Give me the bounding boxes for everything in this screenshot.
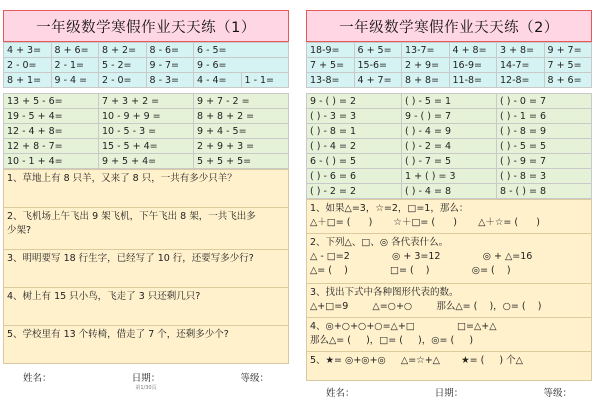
- worksheet-title: 一年级数学寒假作业天天练（1）: [3, 10, 289, 42]
- math-problem: 8 + 8=: [402, 73, 450, 88]
- math-problem: 1 - 1=: [241, 73, 289, 88]
- math-problem: 2 + 9 + 3 =: [194, 139, 289, 154]
- math-problem: ( ) - 6 = 6: [307, 169, 402, 184]
- table-row: [4, 154, 289, 169]
- math-problem: 8 - 3=: [146, 73, 194, 88]
- math-problem: 18-9=: [307, 43, 355, 58]
- table-row: [307, 58, 592, 73]
- math-problem: 14-7=: [497, 58, 545, 73]
- table-row: [4, 58, 289, 73]
- mental-math-table: [3, 42, 289, 88]
- math-problem: ( ) - 8 = 3: [497, 169, 592, 184]
- math-problem: 3 + 8=: [497, 43, 545, 58]
- math-problem: 9 + 4 - 5=: [194, 124, 289, 139]
- math-problem: 5 - 2=: [99, 58, 147, 73]
- word-problems: [306, 199, 592, 381]
- math-problem: 1 + ( ) = 3: [402, 169, 497, 184]
- worksheet-footer: [306, 385, 592, 399]
- table-row: [4, 139, 289, 154]
- math-problem: ( ) - 4 = 2: [307, 139, 402, 154]
- grade-label: 等级：: [543, 388, 572, 399]
- math-problem: 15-6=: [354, 58, 402, 73]
- word-problem: 1、如果△=3，☆=2，□=1，那么： △＋□= ( ) ☆＋□= ( ) △＋☆= ( ): [307, 200, 591, 234]
- math-problem: 6 - 5=: [194, 43, 289, 58]
- table-row: [307, 154, 592, 169]
- math-problem: 2 - 1=: [51, 58, 99, 73]
- math-problem: 4 - 4=: [194, 73, 242, 88]
- math-problem: 15 - 5 + 4=: [99, 139, 194, 154]
- date-label: 日期：: [434, 388, 464, 399]
- math-problem: ( ) - 7 = 5: [402, 154, 497, 169]
- math-problem: ( ) - 9 = 7: [497, 154, 592, 169]
- name-label: 姓名：: [23, 373, 52, 384]
- table-row: [4, 43, 289, 58]
- math-problem: 7 + 3 + 2 =: [99, 94, 194, 109]
- word-problem: 5、★= ◎+◎+◎ △=☆+△ ★= ( ) 个△: [310, 355, 523, 366]
- math-problem: ( ) - 2 = 4: [402, 139, 497, 154]
- math-problem: ( ) - 1 = 6: [497, 109, 592, 124]
- word-problem: 3、明明要写 18 行生字，已经写了 10 行，还要写多少行?: [4, 250, 288, 288]
- math-problem: 10 - 9 + 9 =: [99, 109, 194, 124]
- math-problem: 8 + 6=: [544, 73, 592, 88]
- math-problem: 2 - 0=: [99, 73, 147, 88]
- math-problem: ( ) - 4 = 9: [402, 124, 497, 139]
- math-problem: 6 - ( ) = 5: [307, 154, 402, 169]
- math-problem: 12 + 8 - 7=: [4, 139, 99, 154]
- word-problem: 4、◎+○+○+○=△+□ □=△+△ 那么△= ( )，□= ( )，◎= ( ): [307, 318, 591, 352]
- grade-label: 等级：: [240, 373, 269, 384]
- word-problems: [3, 169, 289, 364]
- page-number: 第1/30页: [135, 385, 157, 391]
- math-problem: 4 + 8=: [449, 43, 497, 58]
- date-label: 日期：: [131, 373, 161, 384]
- math-problem: 9 - 6=: [194, 58, 289, 73]
- word-problem: 3、找出下式中各种图形代表的数。 △+□=9 △=○+○ 那么△= ( )，○= ( ): [307, 284, 591, 318]
- table-row: [307, 43, 592, 58]
- math-problem: 12-8=: [497, 73, 545, 88]
- math-problem: 7 + 5=: [544, 58, 592, 73]
- math-problem: 2 - 0=: [4, 58, 52, 73]
- table-row: [307, 184, 592, 199]
- math-problem: 9 + 5 + 4=: [99, 154, 194, 169]
- name-label: 姓名：: [326, 388, 355, 399]
- math-problem: ( ) - 8 = 9: [497, 124, 592, 139]
- math-problem: 7 + 5=: [307, 58, 355, 73]
- math-problem: 10 - 5 - 3 =: [99, 124, 194, 139]
- table-row: [307, 139, 592, 154]
- word-problem: 5、学校里有 13 个转椅，借走了 7 个，还剩多少个?: [7, 329, 229, 340]
- math-problem: 9 + 7 - 2 =: [194, 94, 289, 109]
- math-problem: 4 + 7=: [354, 73, 402, 88]
- table-row: [4, 109, 289, 124]
- math-problem: 5 + 5 + 5=: [194, 154, 289, 169]
- math-problem: 12 - 4 + 8=: [4, 124, 99, 139]
- mental-math-table: [306, 42, 592, 88]
- math-problem: ( ) - 8 = 1: [307, 124, 402, 139]
- math-problem: 9 - ( ) = 2: [307, 94, 402, 109]
- math-problem: 8 + 2=: [99, 43, 147, 58]
- math-problem: 2 + 9=: [402, 58, 450, 73]
- table-row: [4, 73, 289, 88]
- math-problem: 9 - ( ) = 7: [402, 109, 497, 124]
- math-problem: 9 + 7=: [544, 43, 592, 58]
- fill-in-table: [306, 93, 592, 199]
- table-row: [307, 169, 592, 184]
- table-row: [4, 94, 289, 109]
- math-problem: 8 - ( ) = 8: [497, 184, 592, 199]
- word-problem: 2、下列△、□、◎ 各代表什么。 △ - □=2 ◎ + 3=12 ◎ + △=16 △= ( ) □= ( ) ◎= ( ): [307, 234, 591, 284]
- math-problem: ( ) - 5 = 1: [402, 94, 497, 109]
- math-problem: ( ) - 3 = 3: [307, 109, 402, 124]
- math-problem: 8 + 6=: [51, 43, 99, 58]
- table-row: [307, 124, 592, 139]
- math-problem: 13-7=: [402, 43, 450, 58]
- word-problem: 4、树上有 15 只小鸟，飞走了 3 只还剩几只?: [4, 288, 288, 326]
- table-row: [307, 109, 592, 124]
- math-problem: 9 - 4 =: [51, 73, 99, 88]
- worksheet-1: [3, 10, 289, 420]
- math-problem: 4 + 3=: [4, 43, 52, 58]
- math-problem: ( ) - 2 = 2: [307, 184, 402, 199]
- math-problem: 13 + 5 - 6=: [4, 94, 99, 109]
- math-problem: ( ) - 4 = 8: [402, 184, 497, 199]
- math-problem: 6 + 5=: [354, 43, 402, 58]
- table-row: [307, 94, 592, 109]
- math-problem: 11-8=: [449, 73, 497, 88]
- math-problem: 10 - 1 + 4=: [4, 154, 99, 169]
- worksheet-2: [306, 10, 592, 420]
- word-problem: 2、飞机场上午飞出 9 架飞机，下午飞出 8 架，一共飞出多 少架?: [4, 208, 288, 250]
- mixed-operation-table: [3, 93, 289, 169]
- math-problem: 19 - 5 + 4=: [4, 109, 99, 124]
- math-problem: 8 + 8 + 2 =: [194, 109, 289, 124]
- word-problem: 1、草地上有 8 只羊，又来了 8 只，一共有多少只羊？: [4, 170, 288, 208]
- worksheet-title: 一年级数学寒假作业天天练（2）: [306, 10, 592, 42]
- math-problem: 8 + 1=: [4, 73, 52, 88]
- math-problem: 8 - 6=: [146, 43, 194, 58]
- worksheet-footer: [3, 370, 289, 384]
- table-row: [4, 124, 289, 139]
- math-problem: 9 - 7=: [146, 58, 194, 73]
- math-problem: ( ) - 5 = 5: [497, 139, 592, 154]
- math-problem: 16-9=: [449, 58, 497, 73]
- table-row: [307, 73, 592, 88]
- math-problem: 13-8=: [307, 73, 355, 88]
- math-problem: ( ) - 0 = 7: [497, 94, 592, 109]
